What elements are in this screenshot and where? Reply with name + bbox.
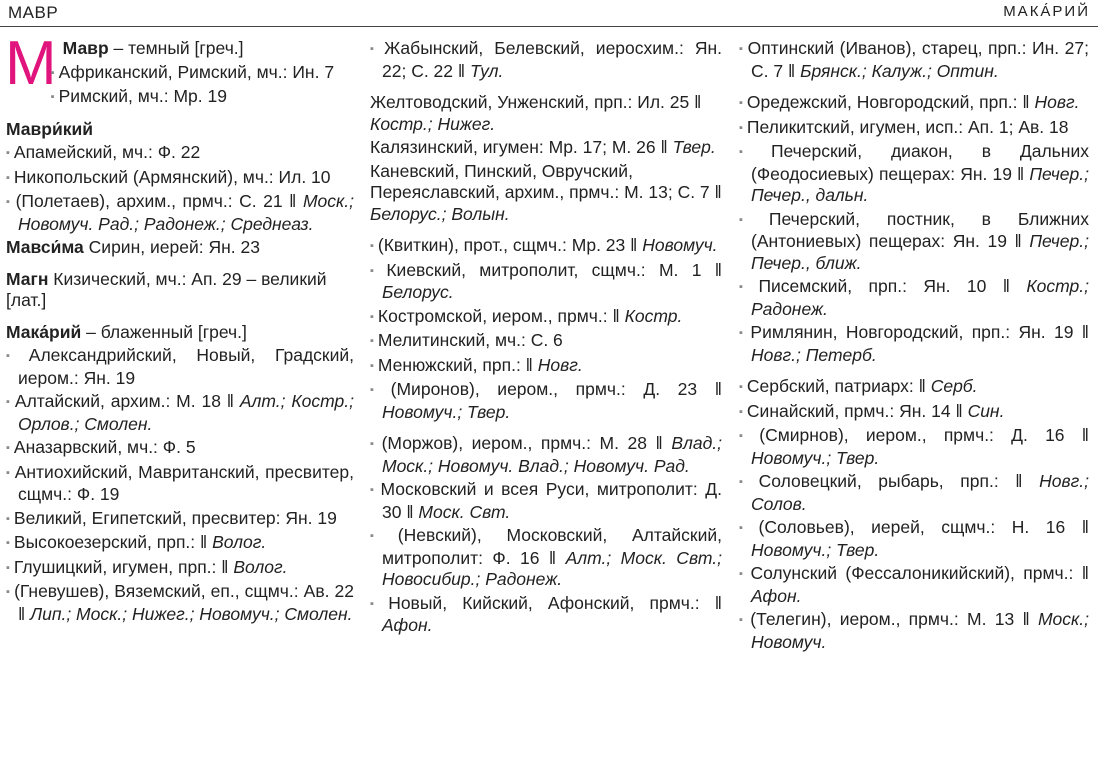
running-head-left: МАВР bbox=[8, 3, 59, 22]
entry-text: Аназарвский, мч.: Ф. 5 bbox=[13, 437, 196, 457]
entry-text: Оредежский, Новгородский, прп.: ‖ bbox=[746, 92, 1035, 112]
entry-region-list: Афон. bbox=[751, 585, 802, 606]
running-head-right: МАКА́РИЙ bbox=[1003, 3, 1090, 20]
entry-region-list: Брянск.; Калуж.; Оптин. bbox=[800, 60, 999, 81]
saint-entry bbox=[370, 235, 722, 258]
entry-text: Московский и всея Руси, митрополит: Д. 30 ‖ bbox=[380, 479, 722, 522]
entry-text: Апамейский, мч.: Ф. 22 bbox=[13, 142, 201, 162]
entry-region-list: Новг. bbox=[537, 354, 583, 375]
saint-entry bbox=[6, 532, 354, 555]
column-left bbox=[5, 29, 355, 627]
entry-region-list: Костр.; Радонеж. bbox=[751, 276, 1089, 319]
saint-entry bbox=[370, 479, 722, 523]
entry-text: Писемский, прп.: Ян. 10 ‖ bbox=[758, 276, 1027, 296]
entry-region-list: Син. bbox=[967, 400, 1005, 421]
entry-text: (Соловьев), иерей, сщмч.: Н. 16 ‖ bbox=[758, 517, 1089, 537]
entry-text: Антиохийский, Мавританский, пресвитер, сщмч.: Ф. 19 bbox=[14, 461, 355, 504]
saint-entry bbox=[6, 167, 354, 190]
entry-text: (Моржов), иером., прмч.: М. 28 ‖ bbox=[381, 433, 672, 453]
entry-text: Менюжский, прп.: ‖ bbox=[377, 354, 538, 375]
saint-entry bbox=[6, 462, 354, 506]
saint-entry bbox=[739, 563, 1089, 607]
saint-entry bbox=[6, 437, 354, 460]
entry-region-list: Твер. bbox=[672, 137, 716, 157]
entry-region-list: Лип.; Моск.; Нижег.; Новомуч.; Смолен. bbox=[30, 603, 353, 624]
saint-entry bbox=[370, 525, 722, 591]
entry-text: Африканский, Римский, мч.: Ин. 7 bbox=[58, 61, 335, 82]
saint-entry bbox=[739, 209, 1089, 275]
entry-region-list: Волог. bbox=[233, 556, 288, 577]
saint-entry bbox=[6, 86, 354, 109]
entry-text: Высокоезерский, прп.: ‖ bbox=[13, 532, 213, 552]
saint-entry bbox=[370, 161, 722, 226]
entry-text: Калязинский, игумен: Мр. 17; М. 26 ‖ bbox=[370, 137, 673, 157]
column-middle bbox=[370, 38, 722, 639]
headword-entry bbox=[6, 119, 354, 141]
entry-region-list: Афон. bbox=[382, 615, 433, 635]
saint-entry bbox=[6, 191, 354, 235]
saint-entry bbox=[370, 306, 722, 329]
entry-text: Глушицкий, игумен, прп.: ‖ bbox=[13, 556, 234, 577]
entry-text: Никопольский (Армянский), мч.: Ил. 10 bbox=[13, 166, 331, 187]
saint-entry bbox=[6, 557, 354, 580]
saint-entry bbox=[370, 92, 722, 135]
entry-text: (Полетаев), архим., прмч.: С. 21 ‖ bbox=[15, 191, 303, 211]
entry-region-list: Печер.; Печер., ближ. bbox=[751, 231, 1089, 273]
entry-text: Желтоводский, Унженский, прп.: Ил. 25 ‖ bbox=[370, 92, 702, 112]
entry-text: Костромской, иером., прмч.: ‖ bbox=[377, 305, 625, 326]
entry-region-list: Новомуч.; Твер. bbox=[751, 539, 880, 560]
saint-entry bbox=[370, 38, 722, 82]
entry-text: Кизический, мч.: Ап. 29 – великий [лат.] bbox=[6, 268, 327, 310]
saint-entry bbox=[6, 508, 354, 531]
saint-entry bbox=[739, 425, 1089, 469]
headword-entry bbox=[6, 269, 354, 312]
entry-region-list: Новомуч.; Твер. bbox=[751, 447, 880, 468]
entry-text: (Квиткин), прот., сщмч.: Мр. 23 ‖ bbox=[377, 235, 643, 255]
entry-text: Соловецкий, рыбарь, прп.: ‖ bbox=[758, 471, 1040, 491]
entry-text: Сирин, иерей: Ян. 23 bbox=[83, 237, 260, 257]
saint-entry bbox=[739, 471, 1089, 515]
headword: Мавси́ма bbox=[6, 237, 84, 257]
entry-region-list: Тул. bbox=[469, 60, 504, 81]
headword: Мака́рий bbox=[6, 321, 82, 342]
saint-entry bbox=[370, 593, 722, 637]
entry-region-list: Новомуч. bbox=[642, 235, 718, 255]
saint-entry bbox=[6, 391, 354, 435]
entry-text: (Невский), Московский, Алтайский, митрополит: Ф. 16 ‖ bbox=[382, 525, 722, 568]
saint-entry bbox=[370, 355, 722, 378]
entry-text: Алтайский, архим.: М. 18 ‖ bbox=[14, 391, 240, 411]
entry-text: – темный [греч.] bbox=[108, 38, 244, 58]
saint-entry bbox=[739, 376, 1089, 399]
saint-entry bbox=[370, 379, 722, 423]
entry-text: Оптинский (Иванов), старец, прп.: Ин. 27; С. 7 ‖ bbox=[747, 38, 1089, 81]
entry-text: (Гневушев), Вяземский, еп., сщмч.: Ав. 22 ‖ bbox=[14, 581, 354, 624]
entry-region-list: Костр. bbox=[624, 305, 683, 326]
headword: Мавр bbox=[62, 38, 109, 58]
entry-text: (Телегин), иером., прмч.: М. 13 ‖ bbox=[750, 609, 1038, 629]
saint-entry bbox=[370, 433, 722, 477]
entry-text: Солунский (Фессалоникийский), прмч.: ‖ bbox=[750, 563, 1090, 583]
entry-text: Новый, Кийский, Афонский, прмч.: ‖ bbox=[388, 592, 722, 613]
saint-entry bbox=[739, 117, 1089, 140]
entry-region-list: Новг.; Солов. bbox=[751, 471, 1089, 514]
saint-entry bbox=[6, 581, 354, 625]
entry-region-list: Моск. Свт. bbox=[418, 501, 511, 522]
header-rule bbox=[0, 26, 1098, 27]
entry-region-list: Моск.; Новомуч. bbox=[751, 609, 1089, 652]
entry-text: Печерский, диакон, в Дальних (Феодосиевых) пещерах: Ян. 19 ‖ bbox=[751, 141, 1089, 184]
entry-text: Сербский, патриарх: ‖ bbox=[746, 376, 931, 396]
entry-text: (Миронов), иером., прмч.: Д. 23 ‖ bbox=[390, 379, 722, 399]
entry-text: Жабынский, Белевский, иеросхим.: Ян. 22; С. 22 ‖ bbox=[382, 38, 722, 81]
entry-text: Каневский, Пинский, Овручский, Переяславский, архим., прмч.: М. 13; С. 7 ‖ bbox=[370, 160, 722, 202]
entry-region-list: Моск.; Новомуч. Рад.; Радонеж.; Среднеаз. bbox=[18, 191, 354, 234]
saint-entry bbox=[370, 260, 722, 304]
headword: Маври́кий bbox=[6, 118, 94, 139]
headword-entry bbox=[6, 38, 354, 60]
entry-text: Александрийский, Новый, Градский, иером.: Ян. 19 bbox=[18, 345, 355, 388]
headword-entry bbox=[6, 237, 354, 259]
entry-region-list: Алт.; Костр.; Орлов.; Смолен. bbox=[18, 391, 354, 434]
drop-cap-letter: М bbox=[5, 29, 57, 98]
saint-entry bbox=[739, 322, 1089, 366]
saint-entry bbox=[739, 276, 1089, 320]
saint-entry bbox=[370, 330, 722, 353]
entry-region-list: Алт.; Моск. Свт.; Новосибир.; Радонеж. bbox=[382, 547, 722, 589]
entry-region-list: Новг. bbox=[1034, 92, 1080, 112]
entry-region-list: Печер.; Печер., дальн. bbox=[751, 163, 1089, 205]
saint-entry bbox=[739, 141, 1089, 207]
entry-region-list: Костр.; Нижег. bbox=[370, 113, 496, 134]
entry-text: Римлянин, Новгородский, прп.: Ян. 19 ‖ bbox=[750, 322, 1089, 342]
entry-region-list: Серб. bbox=[930, 376, 978, 396]
headword: Магн bbox=[6, 268, 49, 289]
saint-entry bbox=[739, 517, 1089, 561]
headword-entry bbox=[6, 322, 354, 344]
saint-entry bbox=[739, 401, 1089, 424]
saint-entry bbox=[6, 142, 354, 165]
entry-region-list: Новг.; Петерб. bbox=[751, 344, 877, 365]
entry-region-list: Белорус.; Волын. bbox=[370, 203, 510, 224]
entry-region-list: Волог. bbox=[212, 532, 267, 552]
saint-entry bbox=[739, 92, 1089, 115]
saint-entry bbox=[6, 345, 354, 389]
entry-text: Синайский, прмч.: Ян. 14 ‖ bbox=[746, 400, 968, 421]
saint-entry bbox=[370, 137, 722, 159]
entry-text: – блаженный [греч.] bbox=[81, 321, 247, 342]
saint-entry bbox=[6, 62, 354, 85]
entry-region-list: Белорус. bbox=[382, 282, 454, 302]
saint-entry bbox=[739, 38, 1089, 82]
column-right bbox=[739, 38, 1089, 655]
entry-text: Киевский, митрополит, сщмч.: М. 1 ‖ bbox=[386, 259, 723, 280]
entry-text: Печерский, постник, в Ближних (Антониевых) пещерах: Ян. 19 ‖ bbox=[751, 208, 1090, 251]
entry-text: Пеликитский, игумен, исп.: Ап. 1; Ав. 18 bbox=[746, 116, 1069, 137]
entry-text: Римский, мч.: Мр. 19 bbox=[58, 86, 227, 106]
saint-entry bbox=[739, 609, 1089, 653]
entry-text: (Смирнов), иером., прмч.: Д. 16 ‖ bbox=[759, 425, 1089, 445]
entry-text: Великий, Египетский, пресвитер: Ян. 19 bbox=[13, 507, 337, 528]
entry-region-list: Новомуч.; Твер. bbox=[382, 401, 511, 422]
entry-text: Мелитинский, мч.: С. 6 bbox=[377, 330, 563, 350]
entry-region-list: Влад.; Моск.; Новомуч. Влад.; Новомуч. Рад. bbox=[382, 433, 722, 476]
